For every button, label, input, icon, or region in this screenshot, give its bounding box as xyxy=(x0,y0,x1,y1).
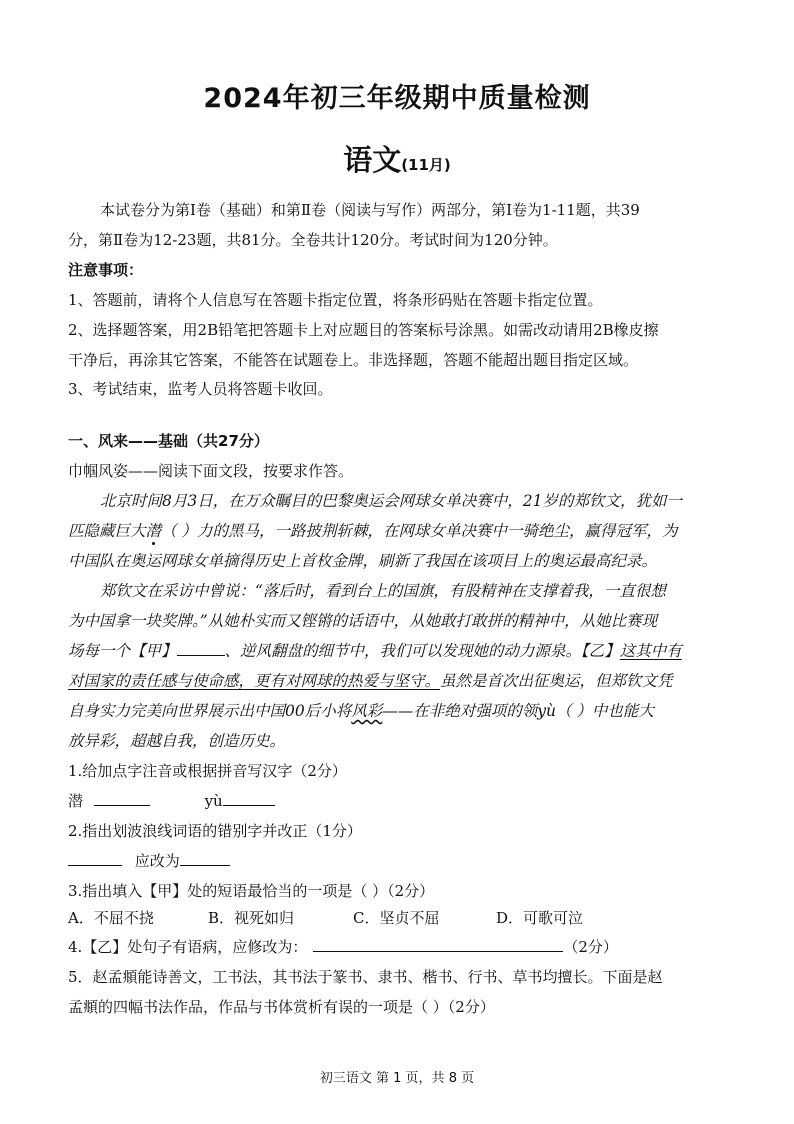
q1-character: 潜 xyxy=(68,792,84,810)
q2-correct-label: 应改为 xyxy=(134,852,180,870)
passage-text: ——在非绝对强项的领yù（ ）中也能大 xyxy=(382,702,654,720)
passage-p1-line3: 中国队在奥运网球女单摘得历史上首枚金牌，刷新了我国在该项目上的奥运最高纪录。 xyxy=(68,552,658,570)
passage-p2-line5 xyxy=(68,701,728,721)
passage-p1-line1: 北京时间8月3日，在万众瞩目的巴黎奥运会网球女单决赛中，21岁的郑钦文，犹如一 xyxy=(100,492,682,510)
page-footer: 初三语文 第 1 页，共 8 页 xyxy=(319,1071,475,1086)
passage-p2-line3 xyxy=(68,641,728,661)
question-4-row xyxy=(68,937,728,957)
passage-p2-line2: 为中国拿一块奖牌。”从她朴实而又铿锵的话语中，从她敢打敢拼的精神中，从她比赛现 xyxy=(68,612,658,630)
q2-blank-wrong[interactable] xyxy=(68,851,122,866)
q1-blank-character[interactable] xyxy=(223,791,275,806)
blank-jia xyxy=(177,641,225,656)
question-5-line1: 5．赵孟頫能诗善文，工书法，其书法于篆书、隶书、楷书、行书、草书均擅长。下面是赵 xyxy=(68,968,663,986)
question-3-stem: 3.指出填入【甲】处的短语最恰当的一项是（ ）（2分） xyxy=(68,882,435,900)
question-1-stem: 1.给加点字注音或根据拼音写汉字（2分） xyxy=(68,762,347,780)
dotted-character: 潜 xyxy=(145,522,162,540)
q3-option-a[interactable]: A．不屈不挠 xyxy=(68,909,154,927)
question-4-points: （2分） xyxy=(563,938,618,956)
passage-p2-line4 xyxy=(68,671,728,691)
q1-pinyin: yù xyxy=(204,792,223,810)
intro-line-1: 本试卷分为第Ⅰ卷（基础）和第Ⅱ卷（阅读与写作）两部分，第Ⅰ卷为1-11题，共39 xyxy=(100,201,640,219)
notes-heading: 注意事项： xyxy=(68,261,144,279)
question-5-line2: 孟頫的四幅书法作品，作品与书体赏析有误的一项是（ ）（2分） xyxy=(68,998,495,1016)
q1-blank-pinyin[interactable] xyxy=(94,791,150,806)
q3-option-d[interactable]: D．可歌可泣 xyxy=(496,909,584,927)
subject-month: (11月) xyxy=(401,156,451,174)
passage-text: 场每一个【甲】 xyxy=(68,642,177,660)
notes-item-2a: 2、选择题答案，用2B铅笔把答题卡上对应题目的答案标号涂黑。如需改动请用2B橡皮擦 xyxy=(68,321,659,339)
q4-answer-blank[interactable] xyxy=(313,937,563,952)
passage-p2-line1: 郑钦文在采访中曾说：“落后时，看到台上的国旗，有股精神在支撑着我，一直很想 xyxy=(100,582,666,600)
q3-option-b[interactable]: B．视死如归 xyxy=(208,909,295,927)
passage-text: 匹隐藏巨大 xyxy=(68,522,146,540)
question-2-stem: 2.指出划波浪线词语的错别字并改正（1分） xyxy=(68,822,362,840)
wavy-underlined-word: 风彩 xyxy=(351,702,383,720)
q2-blank-correct[interactable] xyxy=(180,851,230,866)
question-2-answer-row xyxy=(68,851,728,871)
section-instruction: 巾帼风姿——阅读下面文段，按要求作答。 xyxy=(68,462,354,480)
notes-item-1: 1、答题前，请将个人信息写在答题卡指定位置，将条形码贴在答题卡指定位置。 xyxy=(68,291,603,309)
exam-title: 2024年初三年级期中质量检测 xyxy=(203,83,591,114)
question-4-stem: 4.【乙】处句子有语病，应修改为： xyxy=(68,938,308,956)
passage-text: 自身实力完美向世界展示出中国00后小将 xyxy=(68,702,352,720)
question-1-answer-row xyxy=(68,791,728,811)
intro-line-2: 分，第Ⅱ卷为12-23题，共81分。全卷共计120分。考试时间为120分钟。 xyxy=(68,231,558,249)
subject-name: 语文 xyxy=(343,143,402,177)
passage-text: 虽然是首次出征奥运，但郑钦文凭 xyxy=(440,672,673,690)
passage-text: （ ）力的黑马，一路披荆斩棘，在网球女单决赛中一骑绝尘，赢得冠军，为 xyxy=(161,522,678,540)
passage-p1-line2 xyxy=(68,521,728,541)
subject-heading xyxy=(0,138,794,179)
underlined-sentence-end: 对国家的责任感与使命感，更有对网球的热爱与坚守。 xyxy=(68,672,441,690)
passage-text: 、逆风翻盘的细节中，我们可以发现她的动力源泉。【乙】 xyxy=(224,642,620,660)
passage-p2-line6: 放异彩，超越自我，创造历史。 xyxy=(68,732,286,750)
underlined-sentence-start: 这其中有 xyxy=(619,642,682,660)
notes-item-3: 3、考试结束，监考人员将答题卡收回。 xyxy=(68,380,333,398)
notes-item-2b: 干净后，再涂其它答案，不能答在试题卷上。非选择题，答题不能超出题目指定区域。 xyxy=(68,351,639,369)
q3-option-c[interactable]: C．坚贞不屈 xyxy=(353,909,440,927)
section-heading: 一、风来——基础（共27分） xyxy=(68,432,269,450)
